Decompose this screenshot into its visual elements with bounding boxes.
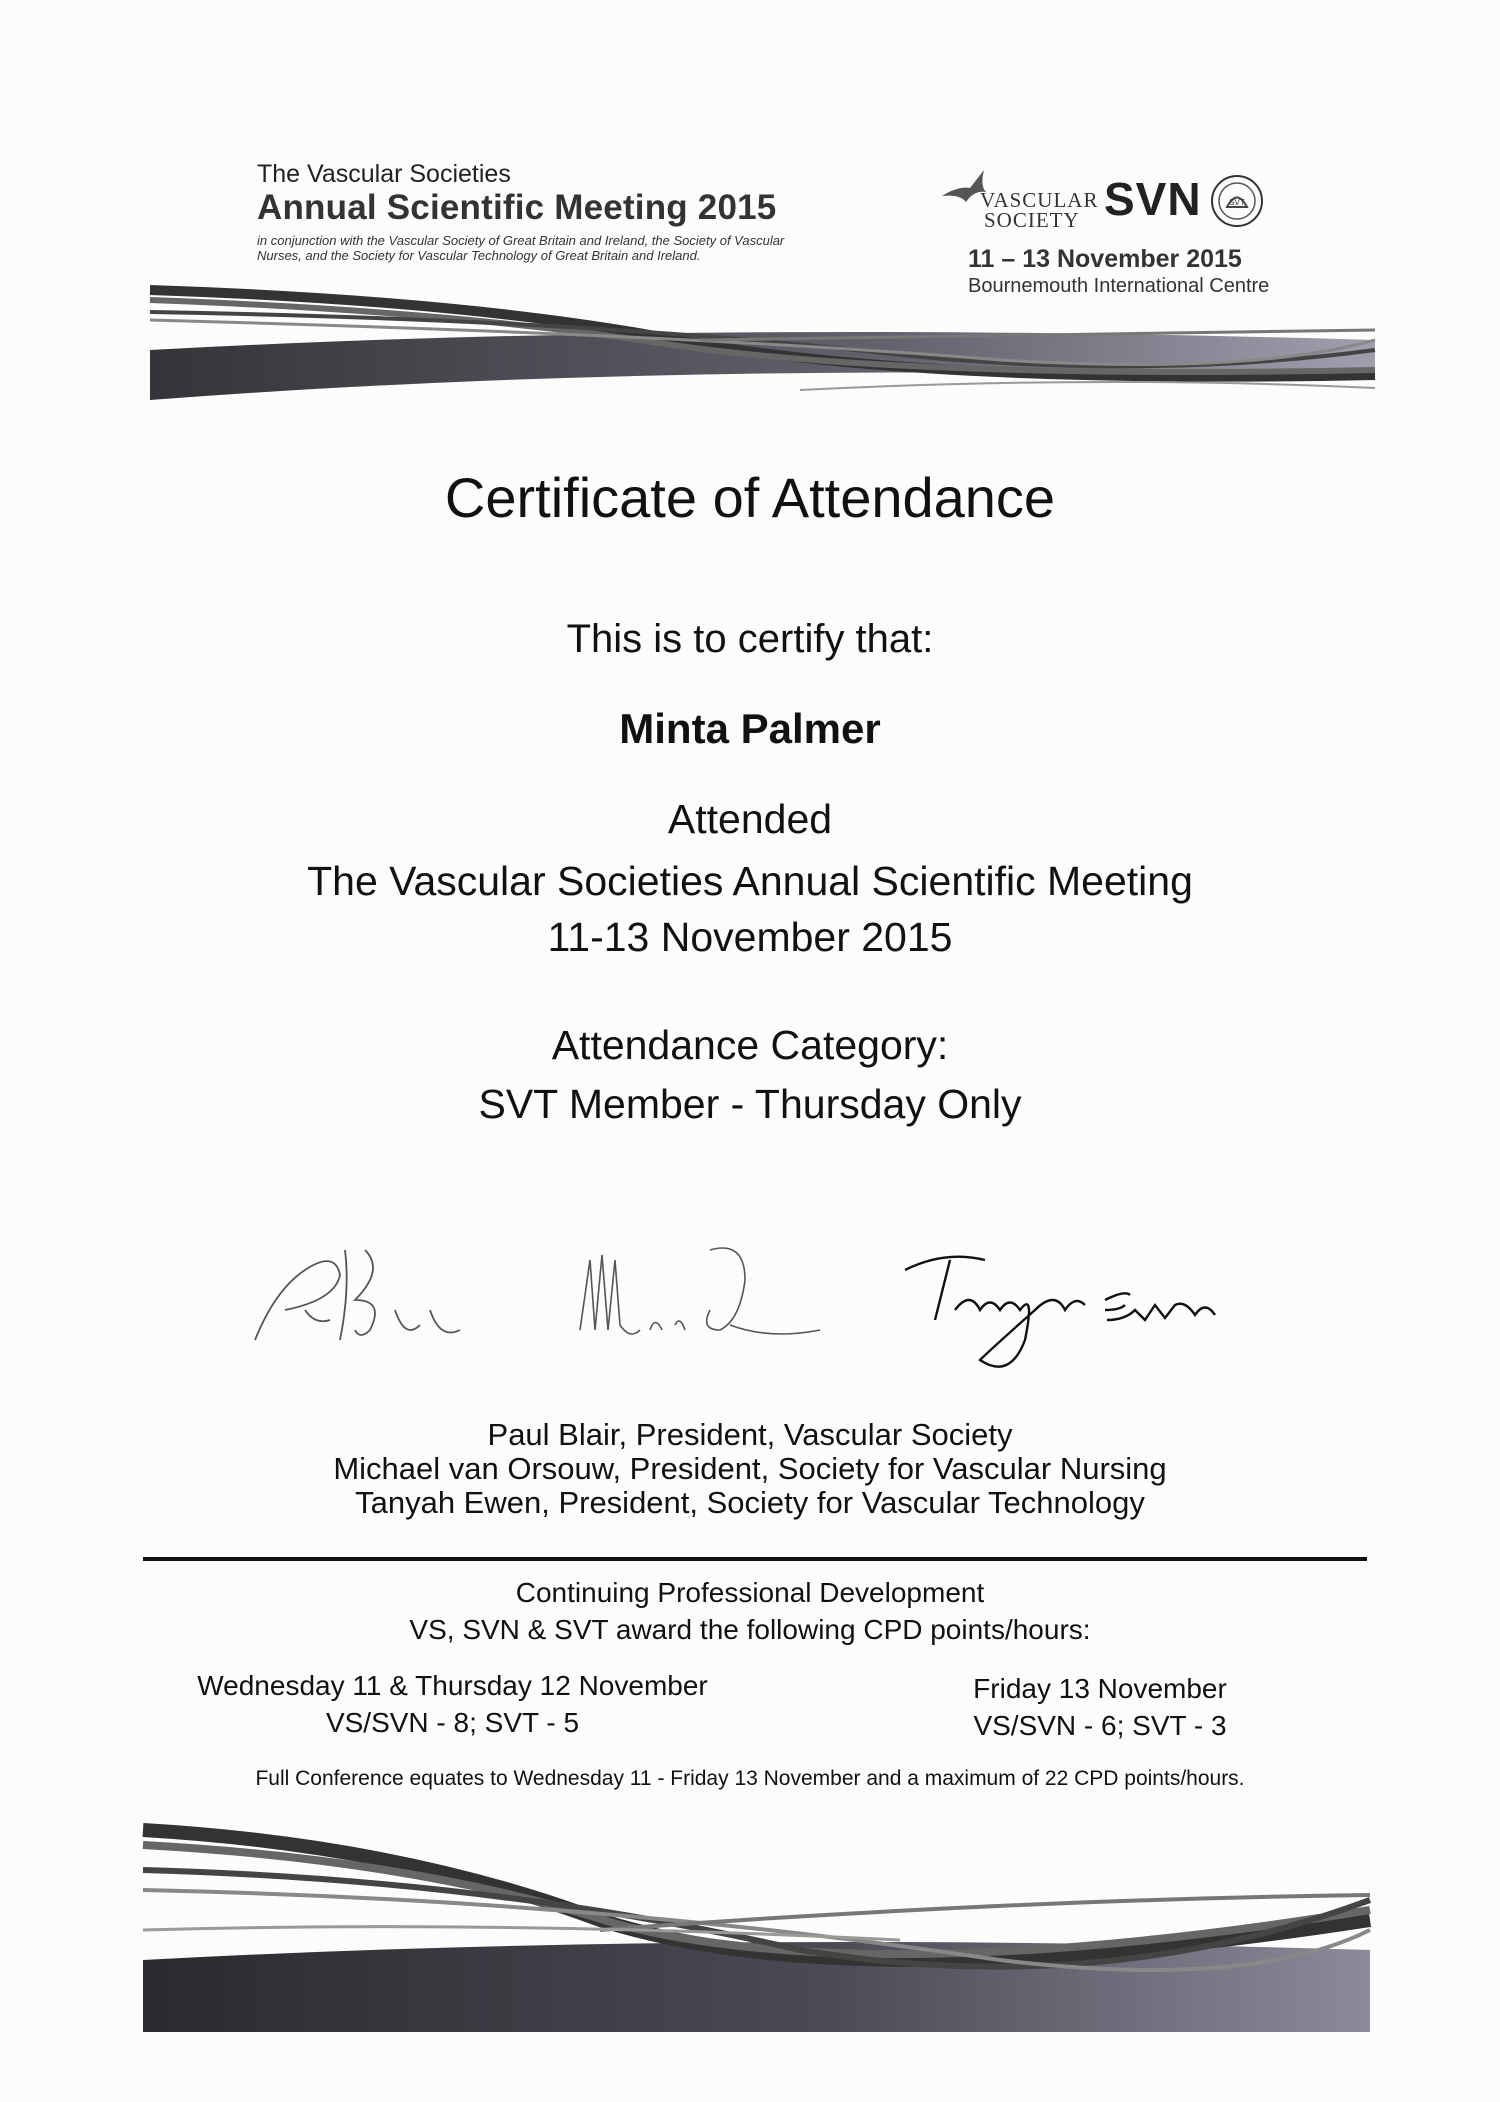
venue: Bournemouth International Centre bbox=[968, 275, 1270, 297]
cpd-right-days: Friday 13 November bbox=[973, 1673, 1227, 1704]
signatory-2: Michael van Orsouw, President, Society for Vascular Nursing bbox=[333, 1451, 1167, 1486]
signature-paul-blair bbox=[245, 1230, 505, 1370]
event-dates: 11 – 13 November 2015 bbox=[968, 245, 1242, 273]
divider bbox=[143, 1557, 1367, 1561]
attended-label: Attended bbox=[667, 796, 833, 842]
top-wave-banner bbox=[0, 280, 1500, 415]
conjunction-note: in conjunction with the Vascular Society of Great Britain and Ireland, the Society of Vascular Nurses, and the Society for Vascular Technology of Great Britain and Ireland. bbox=[257, 233, 785, 263]
svt-seal-logo bbox=[1210, 174, 1264, 228]
meeting-dates: 11-13 November 2015 bbox=[547, 914, 953, 960]
category-label: Attendance Category: bbox=[551, 1022, 949, 1068]
cpd-subheading: VS, SVN & SVT award the following CPD points/hours: bbox=[409, 1614, 1091, 1645]
cpd-heading: Continuing Professional Development bbox=[515, 1577, 985, 1608]
logo-vs-line1: VASCULAR bbox=[980, 188, 1099, 212]
vascular-society-logo bbox=[980, 190, 1098, 230]
category-value: SVT Member - Thursday Only bbox=[478, 1081, 1022, 1127]
svt-seal-text: SVT bbox=[1229, 198, 1245, 207]
logo-vs-line2: SOCIETY bbox=[984, 208, 1080, 232]
cpd-footnote: Full Conference equates to Wednesday 11 - Friday 13 November and a maximum of 22 CPD points/hours. bbox=[255, 1767, 1245, 1790]
svn-logo: SVN bbox=[1104, 173, 1202, 225]
certificate-title: Certificate of Attendance bbox=[444, 466, 1056, 529]
organization-line: The Vascular Societies bbox=[257, 160, 511, 188]
cpd-wed-thu bbox=[170, 1667, 735, 1741]
bottom-wave-banner bbox=[0, 1800, 1500, 2040]
meeting-title: Annual Scientific Meeting 2015 bbox=[257, 188, 777, 227]
meeting-name: The Vascular Societies Annual Scientific Meeting bbox=[307, 858, 1193, 904]
signature-tanyah-ewen bbox=[895, 1230, 1225, 1380]
signatory-1: Paul Blair, President, Vascular Society bbox=[487, 1417, 1013, 1452]
attendee-name: Minta Palmer bbox=[619, 705, 881, 752]
cpd-fri bbox=[900, 1670, 1300, 1744]
certify-line: This is to certify that: bbox=[566, 617, 934, 661]
cpd-right-points: VS/SVN - 6; SVT - 3 bbox=[973, 1710, 1227, 1741]
signature-michael-van-orsouw bbox=[570, 1230, 830, 1370]
cpd-left-points: VS/SVN - 8; SVT - 5 bbox=[325, 1707, 580, 1738]
cpd-left-days: Wednesday 11 & Thursday 12 November bbox=[197, 1670, 708, 1701]
signatory-3: Tanyah Ewen, President, Society for Vascular Technology bbox=[355, 1485, 1145, 1520]
